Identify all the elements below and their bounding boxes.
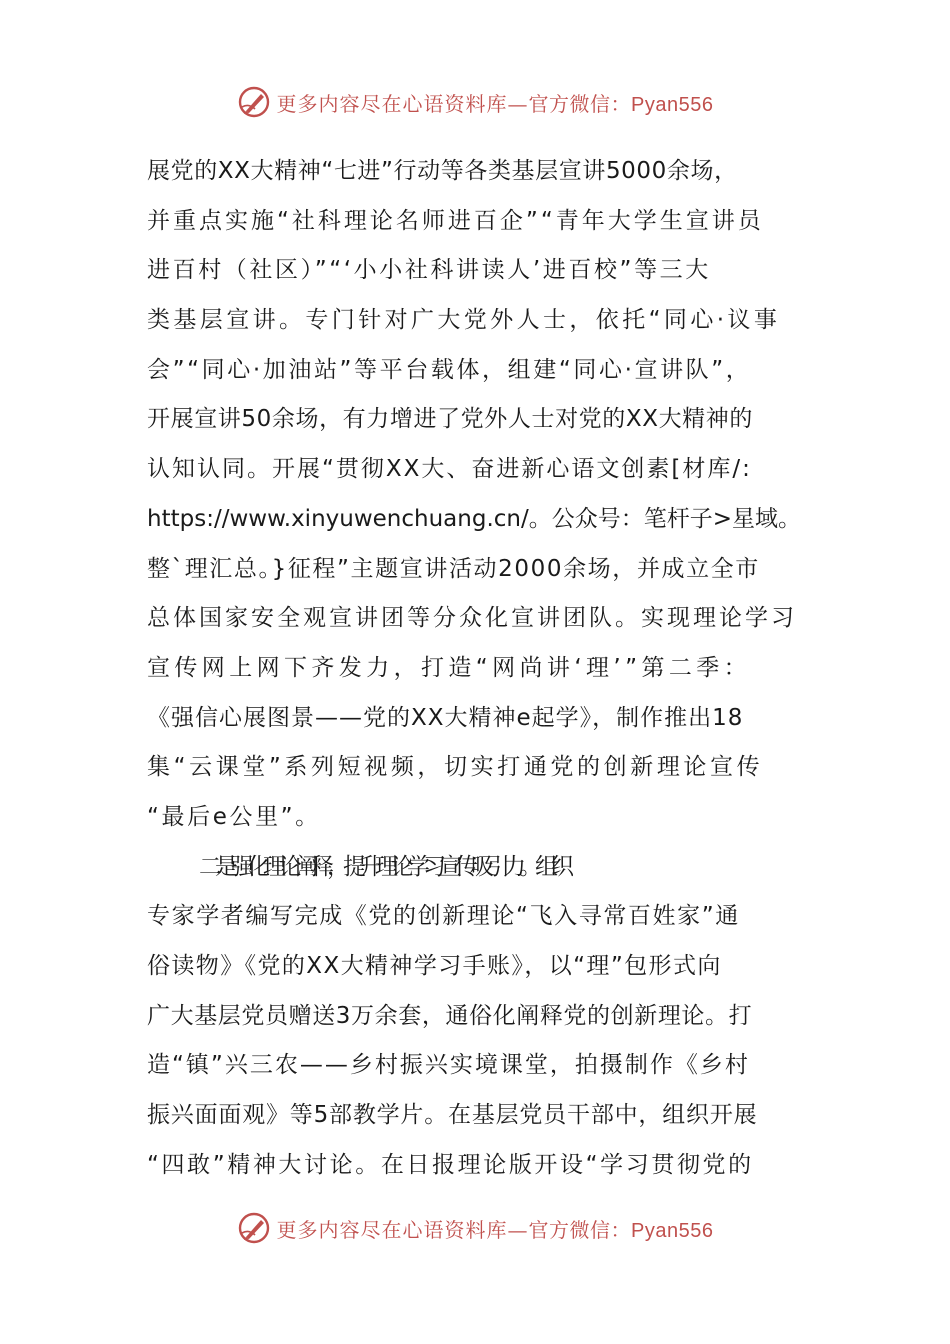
watermark-dash: — — [507, 1217, 529, 1242]
body-text-line: 专家学者编写完成《党的创新理论“飞入寻常百姓家”通 — [147, 903, 740, 930]
body-text-line: 振兴面面观》等5部教学片。在基层党员干部中，组织开展 — [147, 1102, 758, 1129]
body-text-line: 总体国家安全观宣讲团等分众化宣讲团队。实现理论学习 — [147, 605, 797, 632]
body-text-line: 俗读物》《党的XX大精神学习手账》，以“理”包形式向 — [147, 953, 722, 979]
watermark-contact: 官方微信：Pyan556 — [528, 1219, 714, 1242]
watermark-dash: — — [507, 91, 529, 116]
header-watermark — [0, 82, 950, 122]
body-text-line: 集“云课堂”系列短视频，切实打通党的创新理论宣传 — [147, 754, 764, 781]
body-text-line: 会”“同心·加油站”等平台载体，组建“同心·宣讲队”， — [147, 356, 752, 383]
body-text-line: https://www.xinyuwenchuang.cn/。公众号：笔杆子>星域。 — [147, 505, 802, 532]
body-text-line: “最后e公里”。 — [147, 803, 321, 830]
watermark-contact: 官方微信：Pyan556 — [528, 93, 714, 116]
body-text-line: 类基层宣讲。专门针对广大党外人士，依托“同心·议事 — [147, 307, 781, 334]
body-text-line: 开展宣讲50余场，有力增进了党外人士对党的XX大精神的 — [147, 406, 753, 433]
body-text-line: 认知认同。开展“贯彻XX大、奋进新心语文创素[材库/: — [147, 456, 752, 483]
watermark-text — [277, 88, 714, 117]
footer-watermark — [0, 1208, 950, 1248]
body-text-line: 展党的XX大精神“七进”行动等各类基层宣讲5000余场， — [147, 158, 738, 184]
body-text-line: 造“镇”兴三农——乡村振兴实境课堂，拍摄制作《乡村 — [147, 1052, 750, 1079]
body-text-line: 二是强化理论阐释，提升理论学习宣传吸引力。组织 — [199, 853, 567, 880]
watermark-text — [277, 1214, 714, 1243]
body-text-line: 《强信心展图景——党的XX大精神e起学》，制作推出18 — [147, 704, 744, 731]
body-text-line: 宣传网上网下齐发力，打造“网尚讲‘理’”第二季： — [147, 654, 752, 681]
body-text-line: “四敢”精神大讨论。在日报理论版开设“学习贯彻党的 — [147, 1151, 754, 1178]
pen-icon — [237, 85, 271, 119]
watermark-brand: 更多内容尽在心语资料库 — [276, 1217, 508, 1242]
pen-icon — [237, 1211, 271, 1245]
body-text-line: 整`理汇总。}征程”主题宣讲活动2000余场，并成立全市 — [147, 555, 760, 582]
body-text-line: 广大基层党员赠送3万余套，通俗化阐释党的创新理论。打 — [147, 1002, 753, 1029]
document-body — [147, 147, 807, 1190]
body-text-line: 进百村（社区）”“‘小小社科讲读人’进百校”等三大 — [147, 257, 711, 284]
body-text-line: 并重点实施“社科理论名师进百企”“青年大学生宣讲员 — [147, 207, 764, 234]
watermark-brand: 更多内容尽在心语资料库 — [276, 91, 508, 116]
